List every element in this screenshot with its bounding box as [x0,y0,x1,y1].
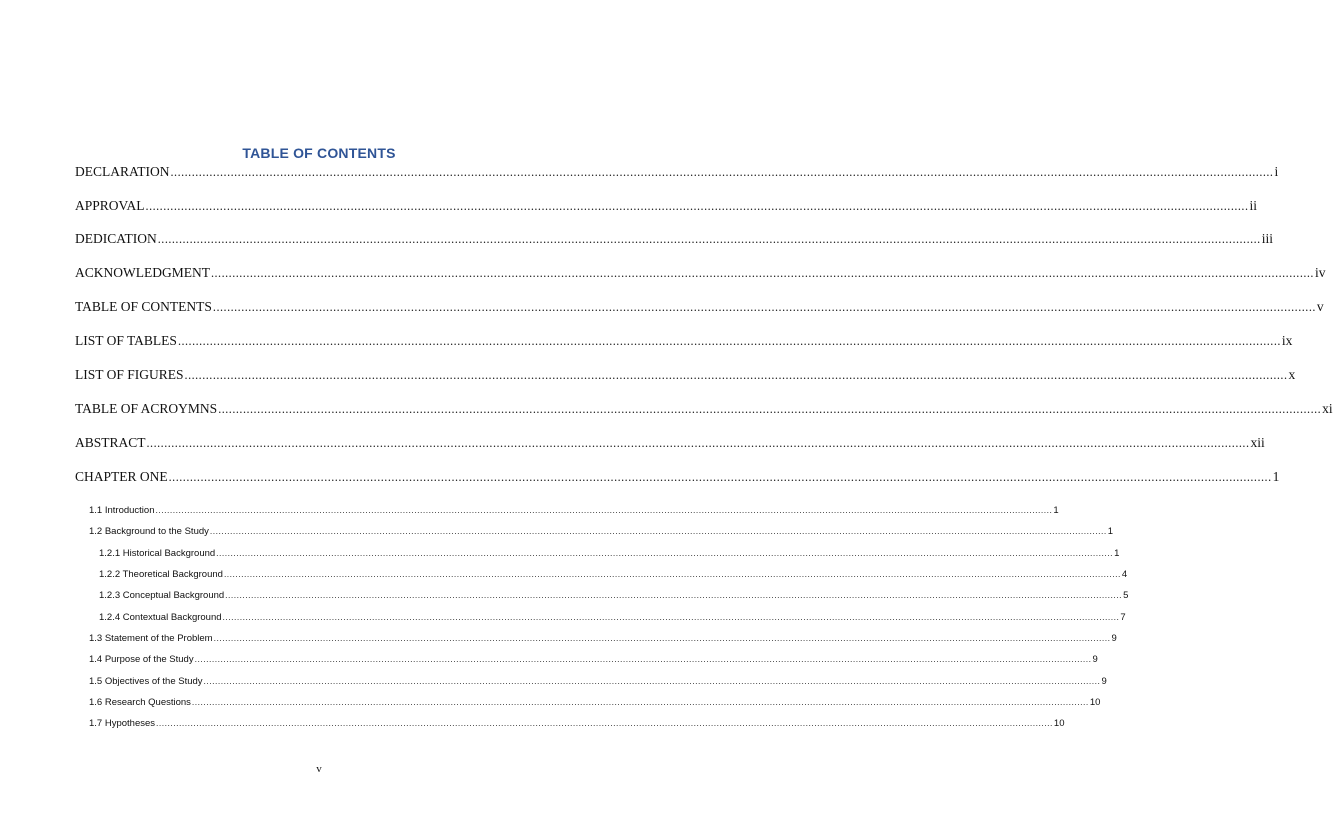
dot-leader: ........................................................................................................................................................................................................................................................................................................................ [216,548,1114,558]
dot-leader: ........................................................................................................................................................................................................................................................................................................................ [203,676,1101,686]
toc-entry-page: 9 [1111,633,1117,644]
toc-entry-label: 1.7 Hypotheses [89,718,156,729]
dot-leader: ........................................................................................................................................................................................................................................................................................................................ [168,470,1272,484]
toc-entry-page: 1 [1114,548,1120,559]
toc-entry-page: 7 [1120,612,1126,623]
toc-subentry-research-questions[interactable] [89,697,1101,711]
dot-leader: ........................................................................................................................................................................................................................................................................................................................ [222,612,1120,622]
dot-leader: ........................................................................................................................................................................................................................................................................................................................ [223,569,1121,579]
toc-subentry-conceptual-background[interactable] [99,590,1129,604]
toc-subentry-contextual-background[interactable] [99,612,1126,626]
toc-entry-page: 1 [1272,469,1280,484]
toc-entry-label: 1.1 Introduction [89,505,155,516]
toc-entry-page: xii [1250,435,1265,450]
dot-leader: ........................................................................................................................................................................................................................................................................................................................ [177,334,1281,348]
toc-entry-page: x [1288,367,1296,382]
dot-leader: ........................................................................................................................................................................................................................................................................................................................ [209,526,1107,536]
toc-subentry-hypotheses[interactable] [89,718,1065,732]
toc-entry-label: CHAPTER ONE [75,469,168,484]
toc-entry-label: TABLE OF CONTENTS [75,299,212,314]
toc-entry-chapter-one[interactable] [75,469,1280,489]
toc-entry-label: 1.6 Research Questions [89,697,191,708]
dot-leader: ........................................................................................................................................................................................................................................................................................................................ [210,266,1314,280]
toc-entry-page: 9 [1092,654,1098,665]
toc-entry-abstract[interactable] [75,435,1265,455]
toc-entry-label: ACKNOWLEDGMENT [75,265,210,280]
toc-entry-approval[interactable] [75,198,1258,218]
toc-subentry-objectives[interactable] [89,676,1107,690]
toc-entry-declaration[interactable] [75,164,1279,184]
dot-leader: ........................................................................................................................................................................................................................................................................................................................ [155,505,1053,515]
toc-entry-label: 1.4 Purpose of the Study [89,654,194,665]
toc-entry-page: 10 [1089,697,1101,708]
toc-entry-page: ix [1281,333,1293,348]
toc-entry-label: APPROVAL [75,198,145,213]
toc-subentry-historical-background[interactable] [99,548,1120,562]
toc-entry-label: LIST OF TABLES [75,333,177,348]
dot-leader: ........................................................................................................................................................................................................................................................................................................................ [184,368,1288,382]
toc-entry-label: DECLARATION [75,164,170,179]
toc-entry-label: 1.2.2 Theoretical Background [99,569,223,580]
toc-entry-label: 1.2 Background to the Study [89,526,209,537]
toc-entry-page: v [1316,299,1324,314]
toc-entry-page: iv [1314,265,1326,280]
toc-entry-list-of-figures[interactable] [75,367,1296,387]
toc-subentry-purpose-of-study[interactable] [89,654,1098,668]
toc-entry-dedication[interactable] [75,231,1273,251]
toc-subentry-background[interactable] [89,526,1114,540]
toc-entry-label: ABSTRACT [75,435,146,450]
dot-leader: ........................................................................................................................................................................................................................................................................................................................ [157,232,1261,246]
toc-entry-page: 1 [1053,505,1059,516]
toc-entry-label: 1.2.4 Contextual Background [99,612,222,623]
toc-entry-label: DEDICATION [75,231,157,246]
toc-subentry-introduction[interactable] [89,505,1059,519]
toc-entry-page: 9 [1101,676,1107,687]
toc-entry-acknowledgment[interactable] [75,265,1326,285]
toc-entry-table-of-contents[interactable] [75,299,1324,319]
toc-entry-label: 1.3 Statement of the Problem [89,633,213,644]
toc-entry-page: 1 [1107,526,1114,537]
dot-leader: ........................................................................................................................................................................................................................................................................................................................ [212,300,1316,314]
toc-subentry-statement-of-problem[interactable] [89,633,1117,647]
toc-entry-page: iii [1261,231,1273,246]
toc-subentry-theoretical-background[interactable] [99,569,1128,583]
toc-entry-page: i [1274,164,1279,179]
toc-entry-page: 10 [1053,718,1065,729]
dot-leader: ........................................................................................................................................................................................................................................................................................................................ [191,697,1089,707]
toc-entry-label: TABLE OF ACROYMNS [75,401,218,416]
toc-entry-page: 4 [1121,569,1128,580]
toc-entry-label: 1.2.1 Historical Background [99,548,216,559]
toc-entry-label: 1.2.3 Conceptual Background [99,590,225,601]
dot-leader: ........................................................................................................................................................................................................................................................................................................................ [213,633,1111,643]
toc-entry-table-of-acronyms[interactable] [75,401,1333,421]
dot-leader: ........................................................................................................................................................................................................................................................................................................................ [170,165,1274,179]
toc-title: TABLE OF CONTENTS [242,145,396,161]
dot-leader: ........................................................................................................................................................................................................................................................................................................................ [156,718,1053,728]
page-number: v [316,763,322,775]
dot-leader: ........................................................................................................................................................................................................................................................................................................................ [218,402,1322,416]
toc-entry-page: ii [1249,198,1258,213]
dot-leader: ........................................................................................................................................................................................................................................................................................................................ [145,199,1249,213]
toc-entry-page: xi [1322,401,1333,416]
toc-entry-label: LIST OF FIGURES [75,367,184,382]
dot-leader: ........................................................................................................................................................................................................................................................................................................................ [146,436,1250,450]
dot-leader: ........................................................................................................................................................................................................................................................................................................................ [194,654,1092,664]
toc-entry-list-of-tables[interactable] [75,333,1293,353]
dot-leader: ........................................................................................................................................................................................................................................................................................................................ [225,590,1123,600]
toc-entry-label: 1.5 Objectives of the Study [89,676,203,687]
toc-entry-page: 5 [1123,590,1129,601]
